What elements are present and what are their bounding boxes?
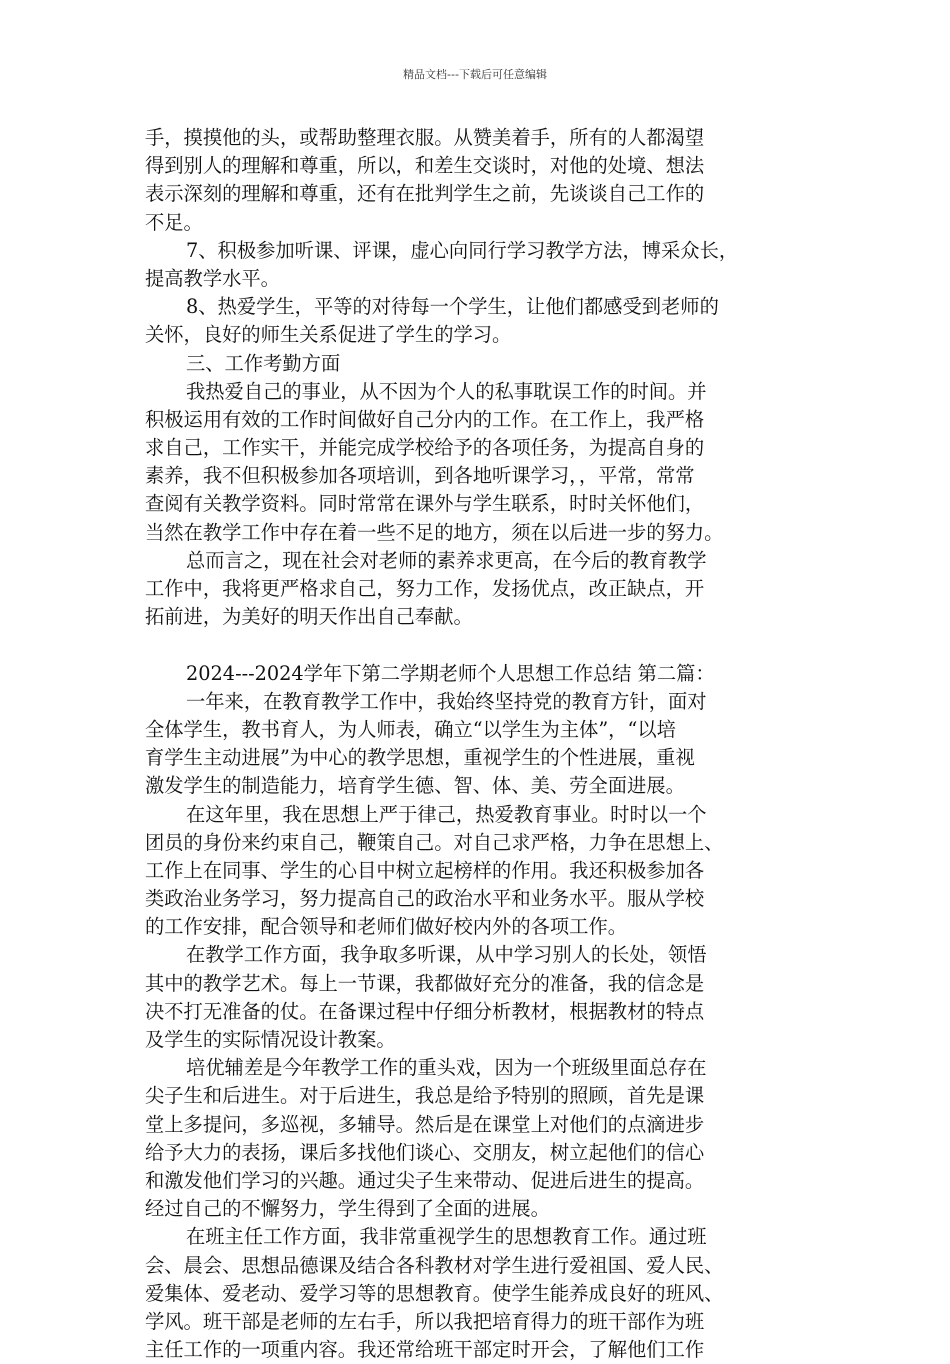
text-line: 会、晨会、思想品德课及结合各科教材对学生进行爱祖国、爱人民、 bbox=[145, 1253, 724, 1277]
text-line: 不足。 bbox=[145, 210, 203, 234]
text-line: 爱集体、爱老动、爱学习等的思想教育。使学生能养成良好的班风、 bbox=[145, 1281, 724, 1305]
document-body bbox=[145, 124, 805, 1364]
paragraph-start-line: 在班主任工作方面，我非常重视学生的思想教育工作。通过班 bbox=[186, 1225, 707, 1249]
text-line: 尖子生和后进生。对于后进生，我总是给予特别的照顾，首先是课 bbox=[145, 1084, 705, 1108]
text-line: 全体学生，教书育人，为人师表，确立“以学生为主体”，“以培 bbox=[145, 717, 676, 741]
text-line: 的工作安排，配合领导和老师们做好校内外的各项工作。 bbox=[145, 915, 628, 939]
text-line: 表示深刻的理解和尊重，还有在批判学生之前，先谈谈自己工作的 bbox=[145, 182, 705, 206]
blank-line bbox=[145, 631, 805, 659]
text-line: 决不打无准备的仗。在备课过程中仔细分析教材，根据教材的特点 bbox=[145, 999, 705, 1023]
text-line: 给予大力的表扬，课后多找他们谈心、交朋友，树立起他们的信心 bbox=[145, 1140, 705, 1164]
paragraph-start-line: 培优辅差是今年教学工作的重头戏，因为一个班级里面总存在 bbox=[186, 1056, 707, 1080]
text-line: 堂上多提问，多巡视，多辅导。然后是在课堂上对他们的点滴进步 bbox=[145, 1112, 705, 1136]
text-line: 求自己，工作实干，并能完成学校给予的各项任务，为提高自身的 bbox=[145, 436, 705, 460]
paragraph-start-line: 7、积极参加听课、评课，虚心向同行学习教学方法，博采众长， bbox=[186, 238, 739, 262]
paragraph-start-line: 在教学工作方面，我争取多听课，从中学习别人的长处，领悟 bbox=[186, 943, 707, 967]
text-line: 学风。班干部是老师的左右手，所以我把培育得力的班干部作为班 bbox=[145, 1309, 705, 1333]
paragraph-start-line: 在这年里，我在思想上严于律己，热爱教育事业。时时以一个 bbox=[186, 802, 707, 826]
paragraph-start-line: 8、热爱学生，平等的对待每一个学生，让他们都感受到老师的 bbox=[186, 295, 719, 319]
text-line: 积极运用有效的工作时间做好自己分内的工作。在工作上，我严格 bbox=[145, 407, 705, 431]
text-line: 及学生的实际情况设计教案。 bbox=[145, 1028, 396, 1051]
text-line: 团员的身份来约束自己，鞭策自己。对自己求严格，力争在思想上、 bbox=[145, 830, 724, 854]
text-line: 其中的教学艺术。每上一节课，我都做好充分的准备，我的信念是 bbox=[145, 971, 705, 995]
text-line: 和激发他们学习的兴趣。通过尖子生来带动、促进后进生的提高。 bbox=[145, 1168, 705, 1192]
paragraph-start-line: 2024---2024学年下第二学期老师个人思想工作总结 第二篇： bbox=[186, 661, 715, 685]
text-line: 关怀，良好的师生关系促进了学生的学习。 bbox=[145, 323, 512, 347]
text-line: 素养，我不但积极参加各项培训，到各地听课学习，，平常，常常 bbox=[145, 464, 695, 488]
text-line: 类政治业务学习，努力提高自己的政治水平和业务水平。服从学校 bbox=[145, 887, 705, 911]
text-line: 工作中，我将更严格求自己，努力工作，发扬优点，改正缺点，开 bbox=[145, 577, 705, 600]
paragraph-start-line: 我热爱自己的事业，从不因为个人的私事耽误工作的时间。并 bbox=[186, 379, 707, 403]
text-line: 拓前进，为美好的明天作出自己奉献。 bbox=[145, 605, 473, 629]
text-line: 激发学生的制造能力，培育学生德、智、体、美、劳全面进展。 bbox=[145, 774, 685, 798]
paragraph-start-line: 三、工作考勤方面 bbox=[186, 351, 341, 375]
paragraph-start-line: 一年来，在教育教学工作中，我始终坚持党的教育方针，面对 bbox=[186, 689, 707, 713]
text-line: 当然在教学工作中存在着一些不足的地方，须在以后进一步的努力。 bbox=[145, 520, 724, 544]
text-line: 提高教学水平。 bbox=[145, 266, 280, 290]
text-line: 工作上在同事、学生的心目中树立起榜样的作用。我还积极参加各 bbox=[145, 858, 705, 882]
text-line: 主任工作的一项重内容。我还常给班干部定时开会，了解他们工作 bbox=[145, 1338, 705, 1362]
page-header: 精品文档---下载后可任意编辑 bbox=[403, 68, 547, 81]
text-line: 得到别人的理解和尊重，所以，和差生交谈时，对他的处境、想法 bbox=[145, 154, 705, 178]
text-line: 经过自己的不懈努力，学生得到了全面的进展。 bbox=[145, 1197, 550, 1221]
text-line: 查阅有关教学资料。同时常常在课外与学生联系，时时关怀他们， bbox=[145, 492, 705, 516]
text-line: 育学生主动进展”为中心的教学思想，重视学生的个性进展，重视 bbox=[145, 746, 695, 770]
text-line: 手，摸摸他的头，或帮助整理衣服。从赞美着手，所有的人都渴望 bbox=[145, 126, 705, 149]
paragraph-start-line: 总而言之，现在社会对老师的素养求更高，在今后的教育教学 bbox=[186, 548, 707, 572]
